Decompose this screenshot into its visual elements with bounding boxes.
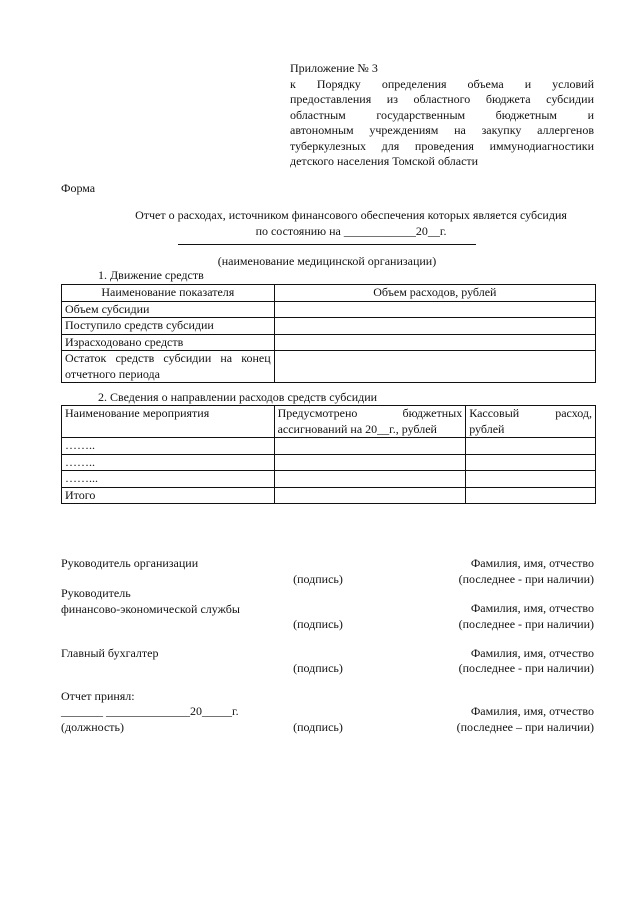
fio-label: Фамилия, имя, отчество	[470, 646, 594, 660]
table-cell-line: Остаток средств субсидии на конец	[65, 351, 271, 365]
table-header-cell	[466, 406, 596, 438]
table-cell: ……...	[62, 471, 275, 488]
head-of-organization-label: Руководитель организации	[61, 556, 199, 570]
table-header-line: Предусмотрено бюджетных	[277, 406, 463, 420]
expenses-table	[61, 405, 596, 504]
fio-note: (последнее - при наличии)	[458, 572, 594, 586]
table-header-cell: Наименование показателя	[62, 285, 275, 302]
financial-head-line: Руководитель	[61, 586, 131, 600]
table-header-line: рублей	[469, 421, 505, 436]
signature-caption: (подпись)	[293, 617, 343, 631]
appendix-text-line: предоставления из областного бюджета субсидии	[290, 92, 594, 106]
signature-caption: (подпись)	[293, 720, 343, 734]
table-cell: Поступило средств субсидии	[62, 318, 275, 335]
report-accepted-label: Отчет принял:	[61, 689, 135, 703]
fio-note: (последнее – при наличии)	[456, 720, 594, 734]
table-cell: Объем субсидии	[62, 301, 275, 318]
table-cell: Израсходовано средств	[62, 334, 275, 351]
table-cell	[274, 351, 595, 383]
table-row	[62, 471, 596, 488]
table-row	[62, 438, 596, 455]
fio-note: (последнее - при наличии)	[458, 617, 594, 631]
table-header-cell: Наименование мероприятия	[62, 406, 275, 438]
appendix-text-line: к Порядку определения объема и условий	[290, 76, 594, 91]
table-cell	[274, 334, 595, 351]
appendix-number: Приложение № 3	[290, 61, 378, 75]
table-header-row	[62, 285, 596, 302]
table-header-line: ассигнований на 20__г., рублей	[277, 421, 437, 436]
table-cell: ……..	[62, 454, 275, 471]
fio-note: (последнее - при наличии)	[458, 661, 594, 675]
organization-caption: (наименование медицинской организации)	[217, 254, 437, 268]
fio-label: Фамилия, имя, отчество	[470, 704, 594, 718]
table-cell: Итого	[62, 487, 275, 504]
appendix-text-line: областным государственным бюджетным и	[290, 107, 594, 122]
signature-caption: (подпись)	[293, 661, 343, 675]
fio-label: Фамилия, имя, отчество	[470, 601, 594, 615]
financial-head-label	[61, 586, 240, 617]
table-cell	[274, 301, 595, 318]
form-label: Форма	[61, 181, 96, 195]
appendix-header	[290, 61, 594, 170]
table-header-cell: Объем расходов, рублей	[274, 285, 595, 302]
table-row	[62, 351, 596, 383]
appendix-text-line: автономным учреждениям на закупку аллергенов	[290, 123, 594, 137]
section1-heading: 1. Движение средств	[98, 268, 204, 282]
position-caption: (должность)	[61, 720, 124, 734]
funds-movement-table	[61, 284, 596, 383]
fio-label: Фамилия, имя, отчество	[470, 556, 594, 570]
accepted-date-line: _______ ______________20_____г.	[61, 704, 239, 718]
table-row	[62, 487, 596, 504]
appendix-text-line: туберкулезных для проведения иммунодиагностики	[290, 138, 594, 153]
report-title	[61, 208, 640, 239]
signature-caption: (подпись)	[293, 572, 343, 586]
chief-accountant-label: Главный бухгалтер	[61, 646, 159, 660]
table-row	[62, 301, 596, 318]
table-row	[62, 334, 596, 351]
section2-heading: 2. Сведения о направлении расходов средств субсидии	[98, 390, 378, 404]
table-header-row	[62, 406, 596, 438]
financial-head-line: финансово-экономической службы	[61, 601, 240, 616]
table-cell	[274, 318, 595, 335]
table-header-line: Кассовый расход,	[469, 406, 592, 420]
appendix-text-line: детского населения Томской области	[290, 154, 479, 168]
report-title-line: Отчет о расходах, источником финансового обеспечения которых является субсидия	[135, 208, 567, 222]
table-row	[62, 454, 596, 471]
table-cell: ……..	[62, 438, 275, 455]
table-header-cell	[274, 406, 466, 438]
table-cell-line: отчетного периода	[65, 366, 160, 381]
table-cell	[62, 351, 275, 383]
report-date-line: по состоянию на ____________20__г.	[255, 223, 447, 238]
organization-blank-line	[178, 244, 476, 245]
table-row	[62, 318, 596, 335]
